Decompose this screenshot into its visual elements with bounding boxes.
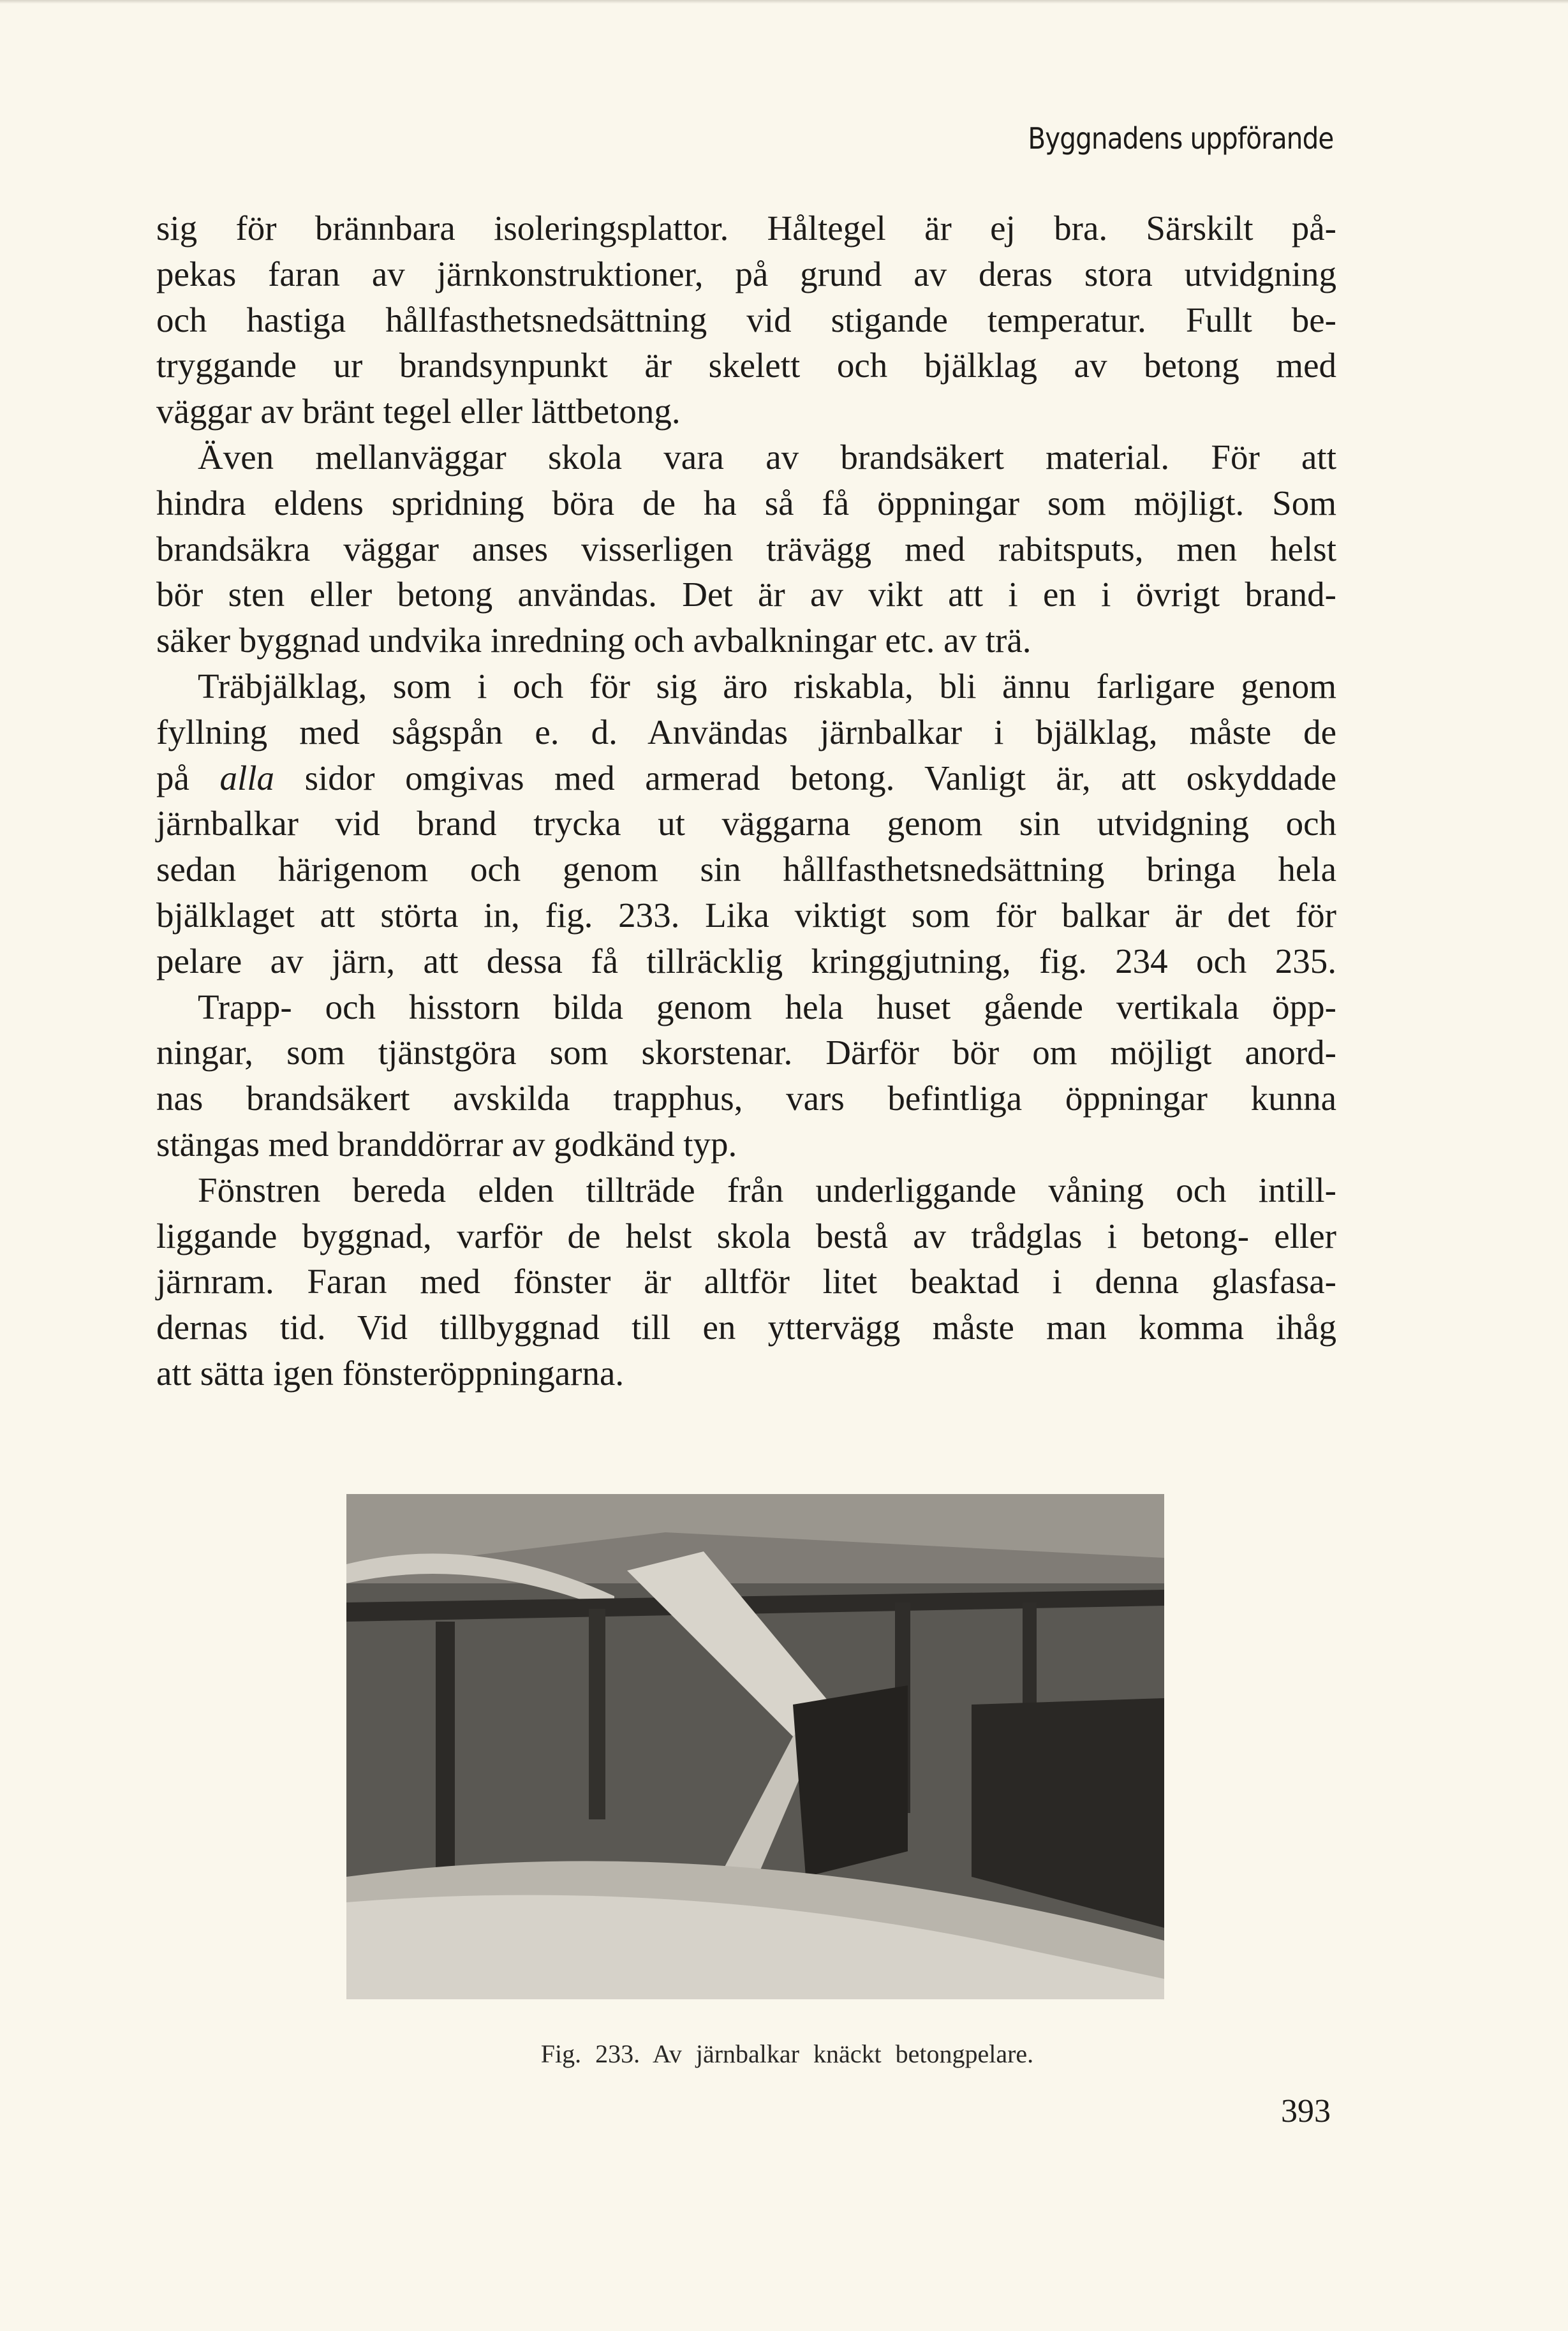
text-line xyxy=(156,709,1336,755)
text-line-content: ningar, som tjänstgöra som skorstenar. Därför bör om möjligt anord- xyxy=(156,1033,1336,1072)
text-line xyxy=(156,1213,1336,1259)
text-line-content: pelare av järn, att dessa få tillräcklig kringgjutning, fig. 234 och 235. xyxy=(156,941,1336,981)
text-line-content: hindra eldens spridning böra de ha så få öppningar som möjligt. Som xyxy=(156,483,1336,522)
text-line xyxy=(156,1259,1336,1305)
text-line xyxy=(156,1350,1336,1396)
text-line-content: bör sten eller betong användas. Det är av vikt att i en i övrigt brand- xyxy=(156,575,1336,614)
text-line xyxy=(156,343,1336,389)
text-line-content: på alla sidor omgivas med armerad betong. Vanligt är, att oskyddade xyxy=(156,758,1336,797)
text-line xyxy=(156,1121,1336,1167)
text-line-content: väggar av bränt tegel eller lättbetong. xyxy=(156,392,681,431)
text-line xyxy=(156,663,1336,709)
text-line xyxy=(156,801,1336,847)
text-line xyxy=(156,297,1336,343)
text-line xyxy=(156,251,1336,297)
text-line-content: fyllning med sågspån e. d. Användas järnbalkar i bjälklag, måste de xyxy=(156,712,1336,751)
text-line-content: nas brandsäkert avskilda trapphus, vars befintliga öppningar kunna xyxy=(156,1079,1336,1118)
collapsed-pillar-photo xyxy=(346,1494,1164,1999)
text-line xyxy=(156,1076,1336,1121)
text-line-content: järnbalkar vid brand trycka ut väggarna genom sin utvidgning och xyxy=(156,804,1336,843)
text-line xyxy=(156,984,1336,1030)
text-line xyxy=(156,1305,1336,1350)
text-line-content: säker byggnad undvika inredning och avbalkningar etc. av trä. xyxy=(156,621,1032,660)
text-line xyxy=(156,755,1336,801)
text-line-content: dernas tid. Vid tillbyggnad till en yttervägg måste man komma ihåg xyxy=(156,1308,1336,1347)
text-line xyxy=(156,618,1336,663)
text-line xyxy=(156,205,1336,251)
text-line-content: järnram. Faran med fönster är alltför litet beaktad i denna glasfasa- xyxy=(156,1262,1336,1301)
text-line-content: brandsäkra väggar anses visserligen trävägg med rabitsputs, men helst xyxy=(156,529,1336,568)
text-line-content: bjälklaget att störta in, fig. 233. Lika viktigt som för balkar är det för xyxy=(156,895,1336,935)
running-header: Byggnadens uppförande xyxy=(1027,121,1333,156)
text-line-content: sedan härigenom och genom sin hållfasthetsnedsättning bringa hela xyxy=(156,850,1336,889)
text-line-content: sig för brännbara isoleringsplattor. Håltegel är ej bra. Särskilt på- xyxy=(156,209,1336,248)
text-line-content: stängas med branddörrar av godkänd typ. xyxy=(156,1124,737,1164)
text-line-content: Fönstren bereda elden tillträde från underliggande våning och intill- xyxy=(198,1170,1336,1210)
text-line xyxy=(156,1030,1336,1076)
page-number: 393 xyxy=(1281,2093,1331,2129)
text-line xyxy=(156,526,1336,572)
text-line-content: och hastiga hållfasthetsnedsättning vid stigande temperatur. Fullt be- xyxy=(156,300,1336,339)
text-line-content: Träbjälklag, som i och för sig äro riskabla, bli ännu farligare genom xyxy=(198,666,1336,706)
text-line-content: Även mellanväggar skola vara av brandsäkert material. För att xyxy=(198,437,1336,477)
text-line xyxy=(156,1167,1336,1213)
text-line xyxy=(156,389,1336,434)
text-line xyxy=(156,847,1336,892)
body-text xyxy=(156,205,1336,1396)
text-line xyxy=(156,892,1336,938)
text-line-content: liggande byggnad, varför de helst skola bestå av trådglas i betong- eller xyxy=(156,1216,1336,1255)
text-line-content: att sätta igen fönsteröppningarna. xyxy=(156,1353,625,1393)
text-line-content: Trapp- och hisstorn bilda genom hela huset gående vertikala öpp- xyxy=(198,987,1336,1026)
text-line xyxy=(156,434,1336,480)
figure-photo xyxy=(346,1494,1164,1999)
text-line-content: pekas faran av järnkonstruktioner, på grund av deras stora utvidgning xyxy=(156,254,1336,293)
text-line xyxy=(156,572,1336,618)
figure-caption: Fig. 233. Av järnbalkar knäckt betongpelare. xyxy=(540,2039,1034,2068)
emphasis: alla xyxy=(219,758,275,797)
text-line xyxy=(156,938,1336,984)
page-edge xyxy=(0,0,1568,4)
text-line-content: tryggande ur brandsynpunkt är skelett och bjälklag av betong med xyxy=(156,346,1336,385)
text-line xyxy=(156,480,1336,526)
